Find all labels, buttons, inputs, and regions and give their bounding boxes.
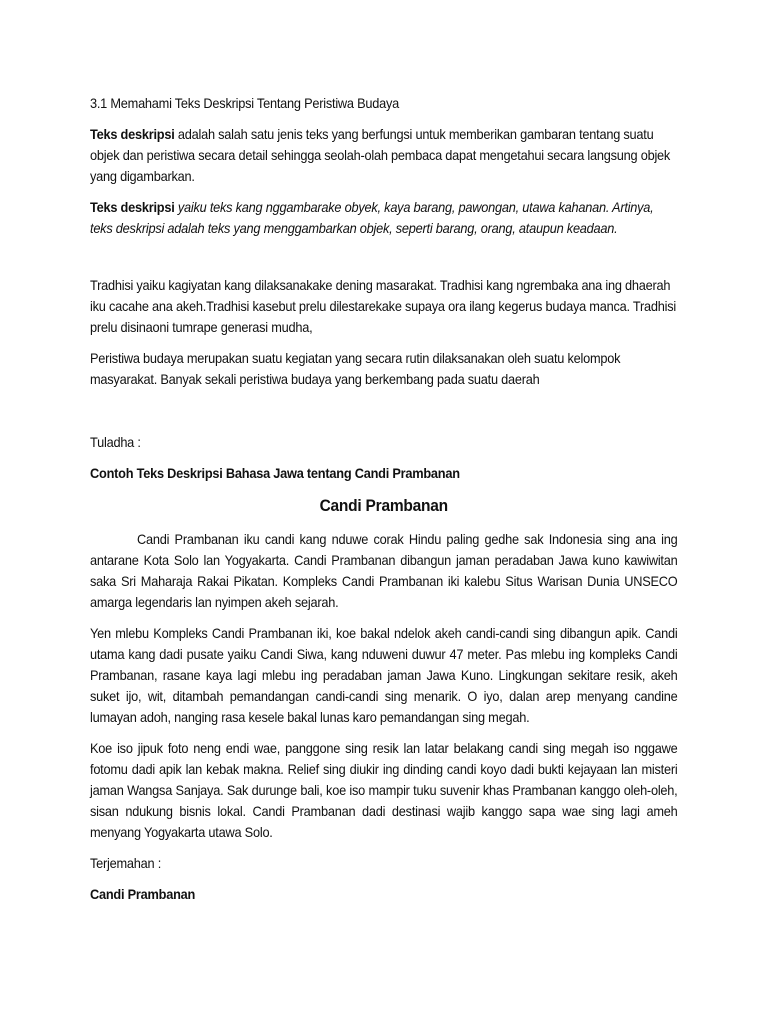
definition-javanese [90, 197, 678, 239]
section-heading: 3.1 Memahami Teks Deskripsi Tentang Peristiwa Budaya [90, 96, 400, 111]
article-title: Candi Prambanan [319, 497, 448, 515]
translation-title: Candi Prambanan [90, 887, 196, 902]
document-body [90, 93, 678, 905]
article-paragraph-3: Koe iso jipuk foto neng endi wae, panggone sing resik lan latar belakang candi sing megah iso nggawe fotomu dadi apik lan kebak makna. Relief sing diukir ing dinding candi koyo dadi bukti kejayaan lan misteri jaman Wangsa Sanjaya. Sak durunge bali, koe iso mampir tuku suvenir khas Prambanan kanggo oleh-oleh, sisan ndukung bisnis lokal. Candi Prambanan dadi destinasi wajib kanggo sapa wae sing lagi ameh menyang Yogyakarta utawa Solo. [90, 741, 678, 840]
definition-text: yaiku teks kang nggambarake obyek, kaya barang, pawongan, utawa kahanan. Artinya, teks deskripsi adalah teks yang menggambarkan objek, seperti barang, orang, ataupun keadaan. [90, 200, 654, 236]
example-title: Contoh Teks Deskripsi Bahasa Jawa tentang Candi Prambanan [90, 466, 460, 481]
tradhisi-paragraph: Tradhisi yaiku kagiyatan kang dilaksanakake dening masarakat. Tradhisi kang ngrembaka ana ing dhaerah iku cacahe ana akeh.Tradhisi kasebut prelu dilestarekake supaya ora ilang kegerus budaya manca. Tradhisi prelu disinaoni tumrape generasi mudha, [90, 278, 676, 335]
article-paragraph-2: Yen mlebu Kompleks Candi Prambanan iki, koe bakal ndelok akeh candi-candi sing dibangun apik. Candi utama kang dadi pusate yaiku Candi Siwa, kang nduweni duwur 47 meter. Pas mlebu ing kompleks Candi Prambanan, rasane kaya lagi mlebu ing peradaban jaman Jawa Kuno. Lingkungan sekitare resik, akeh suket ijo, wit, ditambah pemandangan candi-candi sing menarik. O iyo, dalan arep menyang candine lumayan adoh, nanging rasa kesele bakal lunas karo pemandangan sing megah. [90, 626, 678, 725]
terjemahan-label: Terjemahan : [90, 856, 162, 871]
definition-indonesian [90, 124, 678, 187]
tuladha-label: Tuladha : [90, 435, 141, 450]
spacer [90, 400, 678, 432]
peristiwa-paragraph: Peristiwa budaya merupakan suatu kegiatan yang secara rutin dilaksanakan oleh suatu kelompok masyarakat. Banyak sekali peristiwa budaya yang berkembang pada suatu daerah [90, 351, 621, 387]
definition-text: adalah salah satu jenis teks yang berfungsi untuk memberikan gambaran tentang suatu objek dan peristiwa secara detail sehingga seolah-olah pembaca dapat mengetahui secara langsung objek yang digambarkan. [90, 127, 671, 184]
spacer [90, 249, 678, 275]
definition-term: Teks deskripsi [90, 200, 175, 215]
article-paragraph-1: Candi Prambanan iku candi kang nduwe corak Hindu paling gedhe sak Indonesia sing ana ing antarane Kota Solo lan Yogyakarta. Candi Prambanan dibangun jaman peradaban Jawa kuno kawiwitan saka Sri Maharaja Rakai Pikatan. Kompleks Candi Prambanan iki kalebu Situs Warisan Dunia UNSECO amarga legendaris lan nyimpen akeh sejarah. [90, 532, 678, 610]
definition-term: Teks deskripsi [90, 127, 175, 142]
